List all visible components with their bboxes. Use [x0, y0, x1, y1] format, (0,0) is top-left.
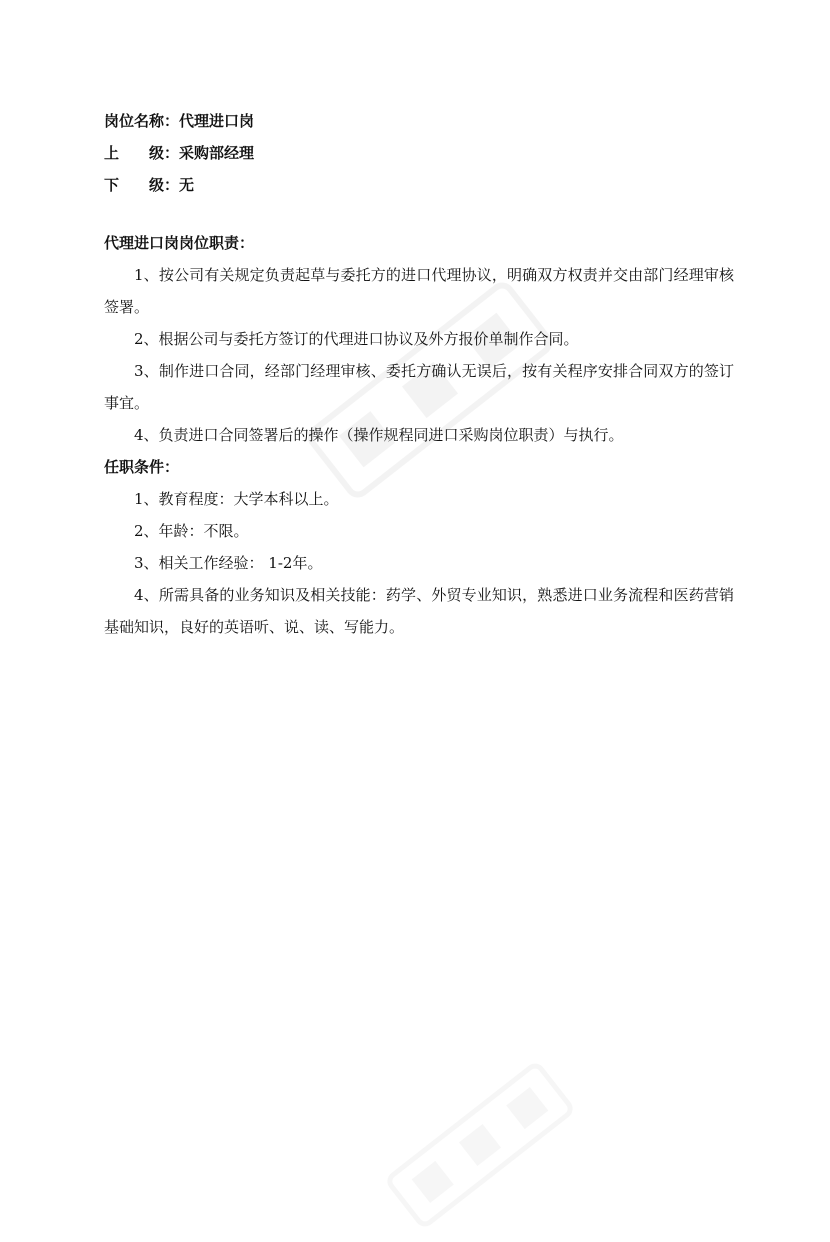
subordinate-line [104, 169, 734, 201]
watermark-logo-bottom [373, 1048, 586, 1242]
document-content [104, 105, 734, 643]
position-name-line [104, 105, 734, 137]
duty-item: 2、根据公司与委托方签订的代理进口协议及外方报价单制作合同。 [134, 330, 579, 348]
duty-item: 4、负责进口合同签署后的操作（操作规程同进口采购岗位职责）与执行。 [134, 426, 624, 444]
requirements-title: 任职条件： [104, 458, 180, 476]
duty-item: 3、制作进口合同，经部门经理审核、委托方确认无误后，按有关程序安排合同双方的签订事宜。 [104, 362, 734, 412]
requirement-item: 2、年龄：不限。 [134, 522, 249, 540]
requirement-item: 3、相关工作经验： 1-2年。 [134, 554, 323, 572]
subordinate-value: 无 [179, 176, 195, 194]
subordinate-label: 下 级： [104, 176, 180, 194]
duty-item: 1、按公司有关规定负责起草与委托方的进口代理协议，明确双方权责并交由部门经理审核签署。 [104, 266, 734, 316]
duties-title: 代理进口岗岗位职责： [104, 234, 255, 252]
spacer [104, 201, 734, 227]
superior-line [104, 137, 734, 169]
requirement-item: 1、教育程度：大学本科以上。 [134, 490, 339, 508]
superior-value: 采购部经理 [179, 144, 255, 162]
superior-label: 上 级： [104, 144, 180, 162]
position-name-label: 岗位名称： [104, 112, 180, 130]
position-name-value: 代理进口岗 [179, 112, 255, 130]
requirement-item: 4、所需具备的业务知识及相关技能：药学、外贸专业知识，熟悉进口业务流程和医药营销基础知识，良好的英语听、说、读、写能力。 [104, 586, 734, 636]
